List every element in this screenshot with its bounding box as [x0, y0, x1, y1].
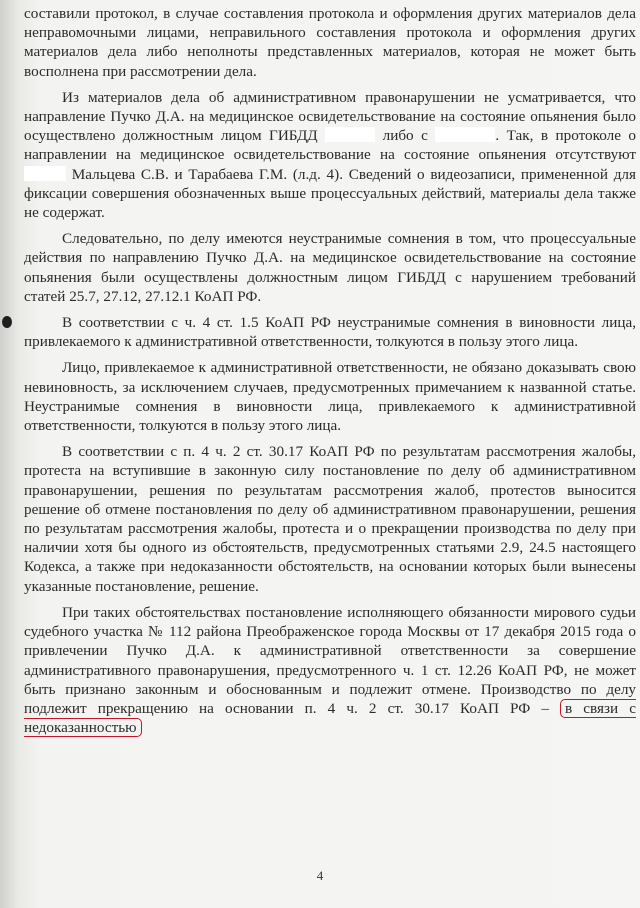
punch-hole: [2, 316, 12, 328]
paragraph-1: составили протокол, в случае составления протокола и оформления других материалов дела неправомочными лицами, неправильного составления протокола и оформления других материалов дела либо неполноты представленных материалов, которая не может быть восполнена при рассмотрении дела.: [24, 5, 636, 80]
redaction-box: [24, 166, 66, 181]
paragraph-6: В соответствии с п. 4 ч. 2 ст. 30.17 КоАП РФ по результатам рассмотрения жалобы, протеста на вступившие в законную силу постановление по делу об административном правонарушении, решения по результатам рассмотрения жалоб, протестов выносится решение об отмене постановления по делу об административном правонарушении, решения по результатам рассмотрения жалобы, протеста и о прекращении производства по делу при наличии хотя бы одного из обстоятельств, предусмотренных статьями 2.9, 24.5 настоящего Кодекса, а также при недоказанности обстоятельств, на основании которых были вынесены указанные постановление, решение.: [24, 443, 636, 595]
redaction-box: [325, 127, 375, 142]
page-number: 4: [316, 868, 324, 883]
paragraph-2-part-d: Мальцева С.В. и Тарабаева Г.М. (л.д. 4). Сведений о видеозаписи, примененной для фиксации совершения обозначенных выше процессуальных действий, материалы дела также не содержат.: [24, 165, 636, 222]
paragraph-5: Лицо, привлекаемое к административной ответственности, не обязано доказывать свою невиновность, за исключением случаев, предусмотренных примечанием к названной статье. Неустранимые сомнения в виновности лица, привлекаемого к административной ответственности, толкуются в пользу этого лица.: [24, 359, 636, 435]
highlighted-phrase: в связи с недоказанностью: [24, 699, 636, 737]
redaction-box: [435, 127, 495, 142]
paragraph-2: [24, 88, 636, 222]
paragraph-7: [24, 603, 636, 737]
paragraph-2-part-c: . Так, в протоколе о направлении на медицинское освидетельствование на состояние опьянения отсутствуют: [24, 127, 637, 164]
document-body: [24, 4, 636, 744]
paragraph-2-part-a: Из материалов дела об административном правонарушении не усматривается, что направление Пучко Д.А. на медицинское освидетельствование на состояние опьянения было осуществлено должностным лицом ГИБДД: [24, 88, 636, 145]
paragraph-3: Следовательно, по делу имеются неустранимые сомнения в том, что процессуальные действия по направлению Пучко Д.А. на медицинское освидетельствование на состояние опьянения были осуществлены должностным лицом ГИБДД с нарушением требований статей 25.7, 27.12, 27.12.1 КоАП РФ.: [24, 230, 636, 305]
paragraph-4: В соответствии с ч. 4 ст. 1.5 КоАП РФ неустранимые сомнения в виновности лица, привлекаемого к административной ответственности, толкуются в пользу этого лица.: [24, 314, 636, 351]
paragraph-2-part-b: либо с: [382, 127, 428, 145]
paragraph-7-text: При таких обстоятельствах постановление исполняющего обязанности мирового судьи судебного участка № 112 района Преображенское города Москвы от 17 декабря 2015 года о привлечении Пучко Д.А. к административной ответственности за совершение административного правонарушения, предусмотренного ч. 1 ст. 12.26 КоАП РФ, не может быть признано законным и обоснованным и подлежит отмене. Производство по делу подлежит прекращению на основании п. 4 ч. 2 ст. 30.17 КоАП РФ –: [24, 603, 636, 717]
